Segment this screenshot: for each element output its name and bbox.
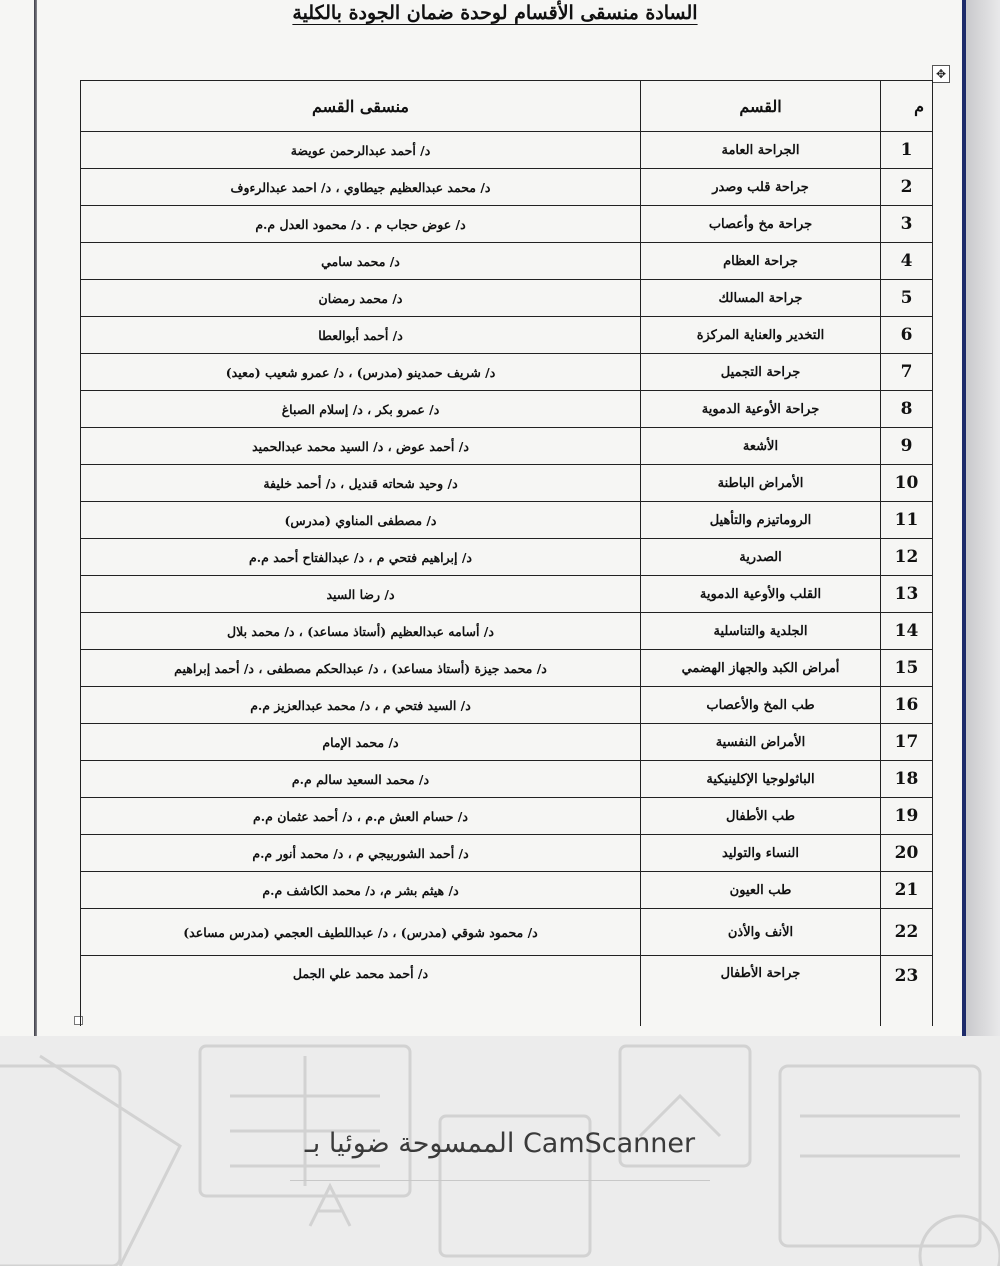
row-num: 12 [881,539,933,576]
row-num: 19 [881,798,933,835]
row-department: أمراض الكبد والجهاز الهضمي [641,650,881,687]
row-department: جراحة المسالك [641,280,881,317]
row-coordinator: د/ إبراهيم فتحي م ، د/ عبدالفتاح أحمد م.م [81,539,641,576]
row-department: التخدير والعناية المركزة [641,317,881,354]
table-row [81,280,933,317]
row-department: القلب والأوعية الدموية [641,576,881,613]
row-department: جراحة قلب وصدر [641,169,881,206]
row-num: 13 [881,576,933,613]
row-coordinator: د/ محمد الإمام [81,724,641,761]
row-num: 20 [881,835,933,872]
page-right-shadow [966,0,1000,1036]
table-row [81,502,933,539]
document-title: السادة منسقى الأقسام لوحدة ضمان الجودة بالكلية [292,2,698,24]
row-num: 22 [881,909,933,956]
camscanner-label: الممسوحة ضوئيا بـ CamScanner [304,1128,696,1159]
row-department: جراحة مخ وأعصاب [641,206,881,243]
table-move-handle-icon[interactable]: ✥ [932,65,950,83]
row-num: 8 [881,391,933,428]
table-row [81,613,933,650]
row-department: جراحة التجميل [641,354,881,391]
row-department: جراحة الأطفال [641,956,881,1027]
row-num: 11 [881,502,933,539]
row-coordinator: د/ شريف حمدينو (مدرس) ، د/ عمرو شعيب (معيد) [81,354,641,391]
table-row [81,724,933,761]
row-num: 18 [881,761,933,798]
row-num: 14 [881,613,933,650]
footer-divider [290,1180,710,1181]
table-row [81,872,933,909]
row-num: 5 [881,280,933,317]
row-coordinator: د/ محمد سامي [81,243,641,280]
row-department: الأمراض النفسية [641,724,881,761]
row-num: 1 [881,132,933,169]
row-num: 23 [881,956,933,1027]
table-row [81,956,933,1027]
row-coordinator: د/ عوض حجاب م . د/ محمود العدل م.م [81,206,641,243]
header-num: م [881,81,933,132]
row-department: الجراحة العامة [641,132,881,169]
row-coordinator: د/ أحمد عوض ، د/ السيد محمد عبدالحميد [81,428,641,465]
row-department: جراحة الأوعية الدموية [641,391,881,428]
table-row [81,132,933,169]
row-coordinator: د/ أحمد الشوربيجي م ، د/ محمد أنور م.م [81,835,641,872]
row-coordinator: د/ أحمد محمد علي الجمل [81,956,641,1027]
header-department: القسم [641,81,881,132]
coordinators-table [80,80,933,1026]
row-num: 9 [881,428,933,465]
row-department: طب الأطفال [641,798,881,835]
row-coordinator: د/ محمد عبدالعظيم جيطاوي ، د/ احمد عبدالرءوف [81,169,641,206]
row-coordinator: د/ حسام العش م.م ، د/ أحمد عثمان م.م [81,798,641,835]
row-coordinator: د/ محمد جيزة (أستاذ مساعد) ، د/ عبدالحكم مصطفى ، د/ أحمد إبراهيم [81,650,641,687]
table-row [81,428,933,465]
row-department: الباثولوجيا الإكلينيكية [641,761,881,798]
row-department: الصدرية [641,539,881,576]
row-department: الروماتيزم والتأهيل [641,502,881,539]
row-num: 21 [881,872,933,909]
row-coordinator: د/ محمود شوقي (مدرس) ، د/ عبداللطيف العجمي (مدرس مساعد) [81,909,641,956]
row-department: الأشعة [641,428,881,465]
row-department: الأمراض الباطنة [641,465,881,502]
row-num: 15 [881,650,933,687]
table-row [81,317,933,354]
row-department: النساء والتوليد [641,835,881,872]
table-row [81,835,933,872]
row-coordinator: د/ هيثم بشر م، د/ محمد الكاشف م.م [81,872,641,909]
table-row [81,391,933,428]
row-coordinator: د/ محمد السعيد سالم م.م [81,761,641,798]
table-header-row [81,81,933,132]
row-num: 10 [881,465,933,502]
row-num: 17 [881,724,933,761]
row-num: 2 [881,169,933,206]
row-coordinator: د/ أحمد عبدالرحمن عويضة [81,132,641,169]
table-row [81,576,933,613]
table-row [81,465,933,502]
table-row [81,354,933,391]
table-row [81,909,933,956]
table-row [81,169,933,206]
row-coordinator: د/ عمرو بكر ، د/ إسلام الصباغ [81,391,641,428]
row-coordinator: د/ محمد رمضان [81,280,641,317]
row-department: جراحة العظام [641,243,881,280]
table-row [81,539,933,576]
row-coordinator: د/ مصطفى المناوي (مدرس) [81,502,641,539]
table-row [81,206,933,243]
row-department: طب العيون [641,872,881,909]
row-num: 6 [881,317,933,354]
row-department: الأنف والأذن [641,909,881,956]
table-row [81,650,933,687]
table-row [81,798,933,835]
row-num: 16 [881,687,933,724]
table-row [81,761,933,798]
row-coordinator: د/ رضا السيد [81,576,641,613]
row-department: الجلدية والتناسلية [641,613,881,650]
row-coordinator: د/ أسامه عبدالعظيم (أستاذ مساعد) ، د/ محمد بلال [81,613,641,650]
row-num: 7 [881,354,933,391]
row-coordinator: د/ أحمد أبوالعطا [81,317,641,354]
table-row [81,687,933,724]
table-row [81,243,933,280]
header-coordinator: منسقى القسم [81,81,641,132]
row-num: 3 [881,206,933,243]
row-num: 4 [881,243,933,280]
row-department: طب المخ والأعصاب [641,687,881,724]
row-coordinator: د/ وحيد شحاته قنديل ، د/ أحمد خليفة [81,465,641,502]
row-coordinator: د/ السيد فتحي م ، د/ محمد عبدالعزيز م.م [81,687,641,724]
page-left-edge [34,0,37,1036]
